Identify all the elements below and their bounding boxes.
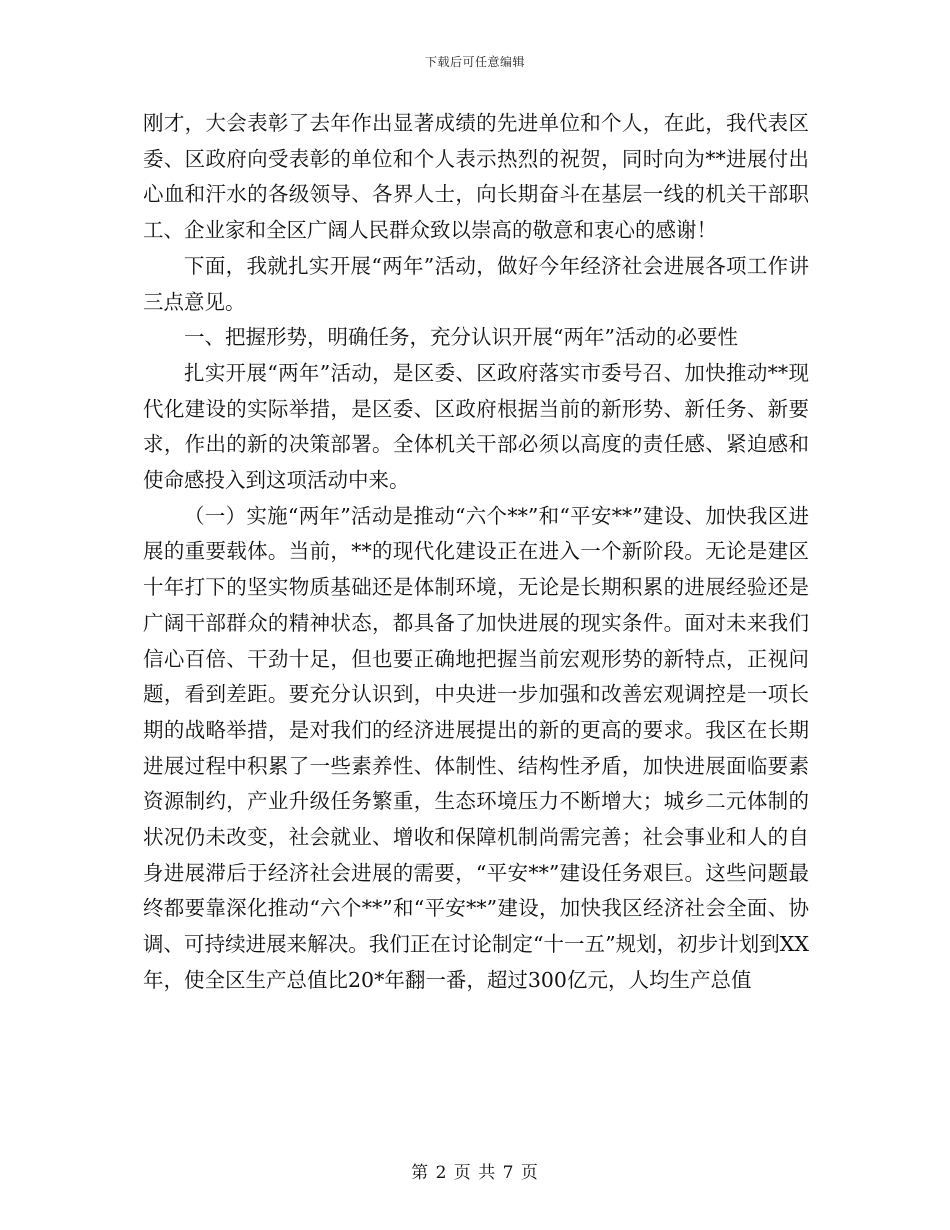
paragraph-3: 扎实开展“两年”活动，是区委、区政府落实市委号召、加快推动**现代化建设的实际举措，是区委、区政府根据当前的新形势、新任务、新要求，作出的新的决策部署。全体机关干部必须以高度的责任感、紧迫感和使命感投入到这项活动中来。 — [143, 360, 809, 493]
footer-suffix: 页 — [520, 1163, 539, 1183]
document-body — [143, 106, 809, 999]
footer-prefix: 第 — [411, 1163, 430, 1183]
total-pages-number: 7 — [502, 1163, 515, 1183]
page-header: 下载后可任意编辑 — [424, 55, 525, 69]
page-footer — [0, 1158, 950, 1183]
paragraph-2: 下面，我就扎实开展“两年”活动，做好今年经济社会进展各项工作讲三点意见。 — [143, 253, 809, 314]
paragraph-1: 刚才，大会表彰了去年作出显著成绩的先进单位和个人，在此，我代表区委、区政府向受表彰的单位和个人表示热烈的祝贺，同时向为**进展付出心血和汗水的各级领导、各界人士，向长期奋斗在基层一线的机关干部职工、企业家和全区广阔人民群众致以崇高的敬意和衷心的感谢！ — [143, 111, 809, 243]
paragraph-4: （一）实施“两年”活动是推动“六个**”和“平安**”建设、加快我区进展的重要载体。当前，**的现代化建设正在进入一个新阶段。无论是建区十年打下的坚实物质基础还是体制环境，无论是长期积累的进展经验还是广阔干部群众的精神状态，都具备了加快进展的现实条件。面对未来我们信心百倍、干劲十足，但也要正确地把握当前宏观形势的新特点，正视问题，看到差距。要充分认识到，中央进一步加强和改善宏观调控是一项长期的战略举措，是对我们的经济进展提出的新的更高的要求。我区在长期进展过程中积累了一些素养性、体制性、结构性矛盾，加快进展面临要素资源制约，产业升级任务繁重，生态环境压力不断增大；城乡二元体制的状况仍未改变，社会就业、增收和保障机制尚需完善；社会事业和人的自身进展滞后于经济社会进展的需要，“平安**”建设任务艰巨。这些问题最终都要靠深化推动“六个**”和“平安**”建设，加快我区经济社会全面、协调、可持续进展来解决。我们正在讨论制定“十一五”规划，初步计划到XX年，使全区生产总值比20*年翻一番，超过300亿元，人均生产总值 — [143, 503, 809, 992]
current-page-number: 2 — [435, 1163, 448, 1183]
section-heading-1: 一、把握形势，明确任务，充分认识开展“两年”活动的必要性 — [184, 325, 738, 350]
footer-middle: 页 共 — [453, 1163, 497, 1183]
